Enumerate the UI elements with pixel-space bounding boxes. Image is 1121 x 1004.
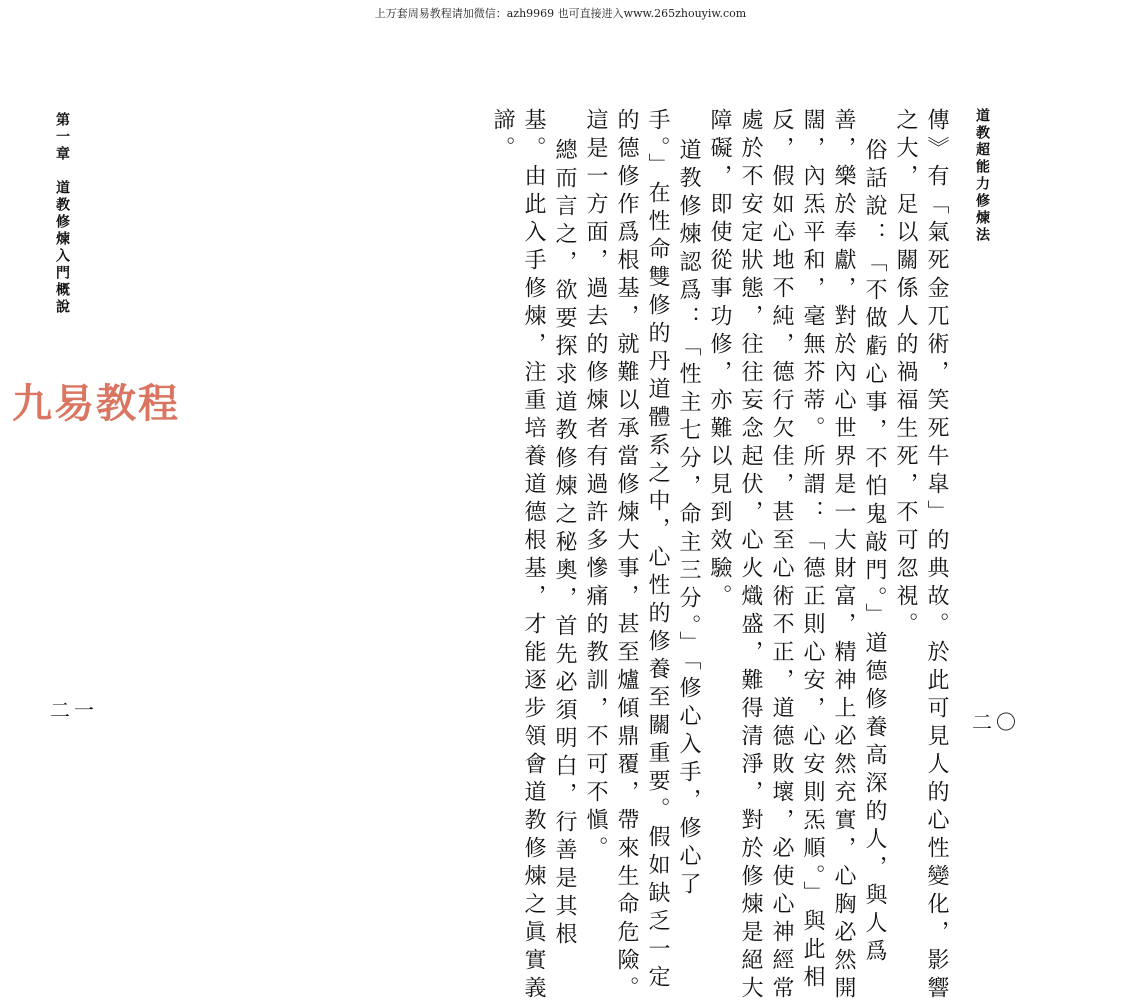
running-title-left: 第一章 道教修煉入門概說: [54, 112, 70, 316]
body-line-r5: 闊，內炁平和，毫無芥蒂。所謂：「德正則心安，心安則炁順。」與此相: [800, 108, 825, 993]
body-line-l1: 道教修煉認爲：「性主七分，命主三分。」「修心入手，修心了: [676, 138, 701, 900]
body-line-l5: 總而言之，欲要探求道教修煉之秘奧，首先必須明白，行善是其根: [552, 138, 577, 950]
watermark-text: 九易教程: [12, 381, 180, 427]
body-line-l2: 手。」在性命雙修的丹道體系之中，心性的修養至關重要。假如缺乏一定: [645, 108, 670, 993]
body-line-r7: 處於不安定狀態，往往妄念起伏，心火熾盛，難得清淨，對於修煉是絕大: [738, 108, 763, 1004]
running-title-right: 道教超能力修煉法: [974, 108, 990, 244]
page-number-left: 二一: [50, 698, 98, 722]
body-line-l4: 這是一方面，過去的修煉者有過許多慘痛的教訓，不可不愼。: [583, 108, 608, 864]
page-number-right: 二〇: [972, 710, 1020, 734]
body-line-l7: 諦。: [490, 108, 515, 164]
body-line-r8: 障礙，即使從事功修，亦難以見到效驗。: [707, 108, 732, 612]
source-banner: 上万套周易教程请加微信：azh9969 也可直接进入www.265zhouyiw.com: [374, 7, 747, 20]
body-line-r4: 善，樂於奉獻，對於內心世界是一大財富，精神上必然充實，心胸必然開: [831, 108, 856, 1004]
body-line-l3: 的德修作爲根基，就難以承當修煉大事，甚至爐傾鼎覆，帶來生命危險。: [614, 108, 639, 1004]
body-line-r3: 俗話說：「不做虧心事，不怕鬼敲門。」道德修養高深的人，與人爲: [862, 138, 887, 967]
body-line-r6: 反，假如心地不純，德行欠佳，甚至心術不正，道德敗壞，必使心神經常: [769, 108, 794, 1004]
body-line-l6: 基。由此入手修煉，注重培養道德根基，才能逐步領會道教修煉之眞實義: [521, 108, 546, 1004]
body-line-r2: 之大，足以關係人的禍福生死，不可忽視。: [893, 108, 918, 640]
body-line-r1: 傳》有「氣死金兀術，笑死牛皐」的典故。於此可見人的心性變化，影響: [924, 108, 949, 1004]
